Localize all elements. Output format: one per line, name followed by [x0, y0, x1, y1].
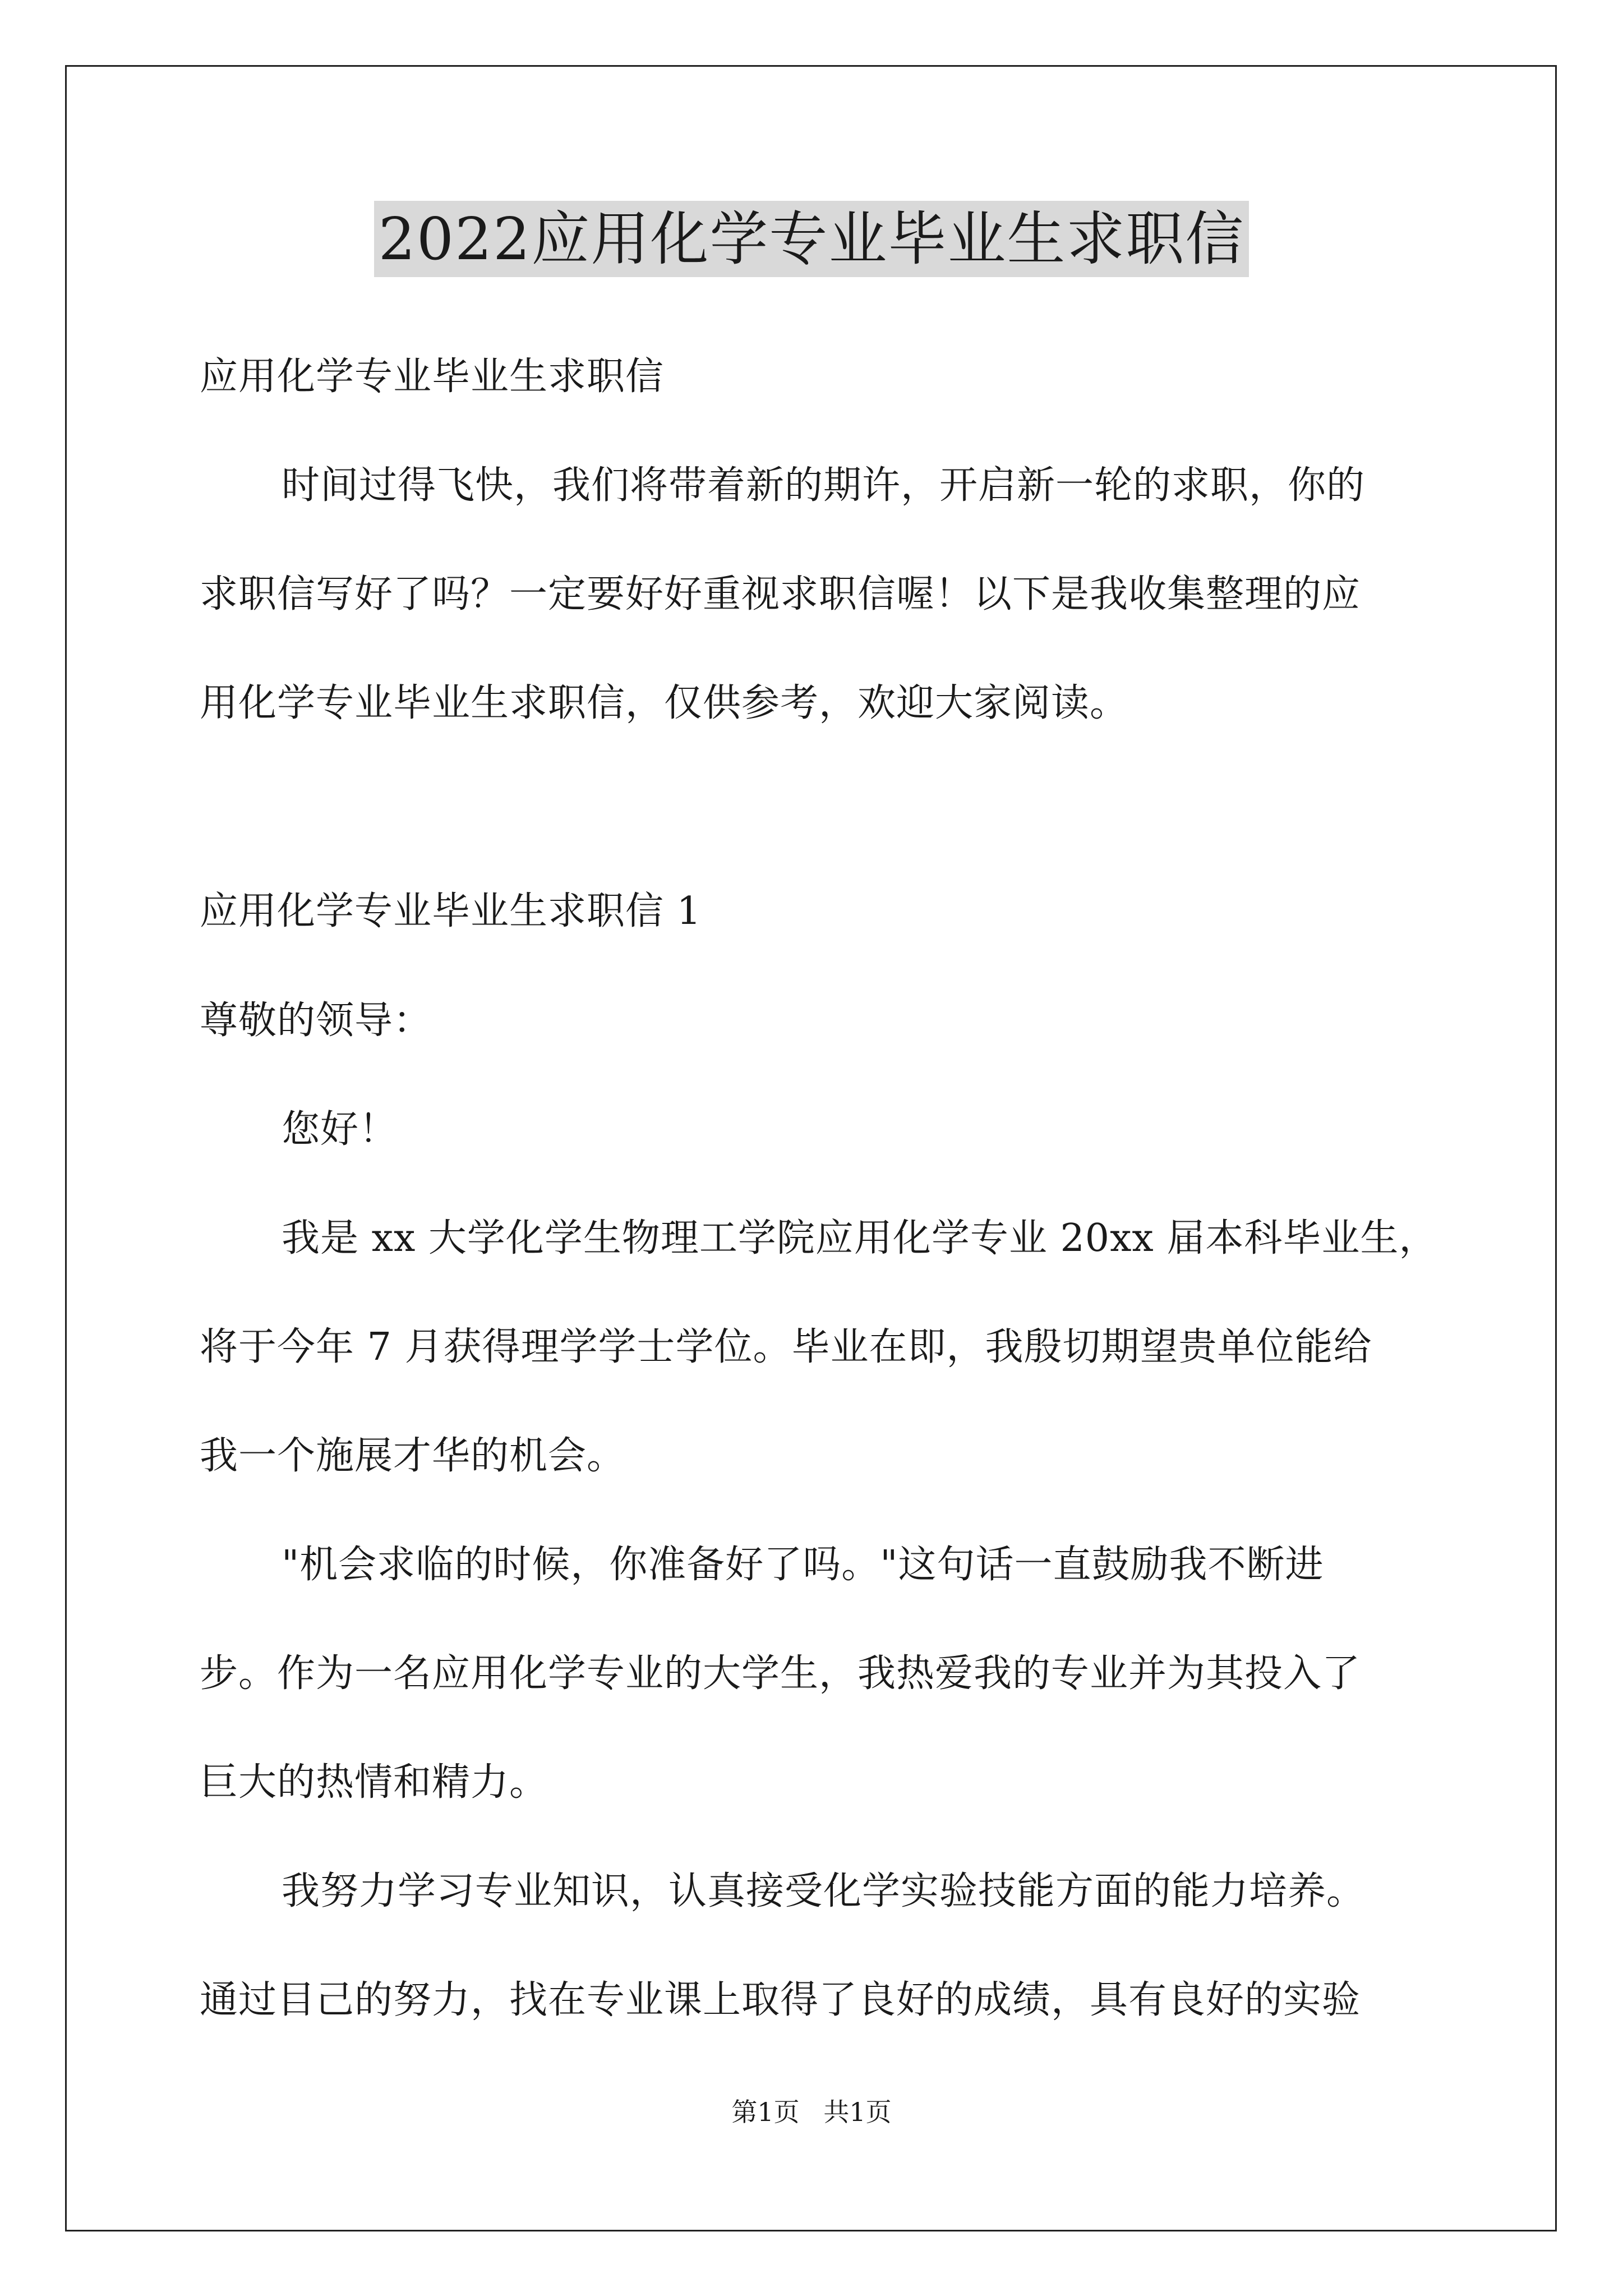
paragraph-line: 我一个施展才华的机会。: [200, 1434, 626, 1478]
paragraph-line: "机会求临的时候，你准备好了吗。"这句话一直鼓励我不断进: [282, 1543, 1324, 1587]
paragraph-line: 用化学专业毕业生求职信，仅供参考，欢迎大家阅读。: [200, 681, 1129, 725]
greeting: 您好！: [282, 1107, 398, 1152]
paragraph-line: 我是 xx 大学化学生物理工学院应用化学专业 20xx 届本科毕业生，: [282, 1216, 1438, 1260]
section-heading: 应用化学专业毕业生求职信 1: [200, 889, 702, 933]
paragraph-line: 将于今年 7 月获得理学学士学位。毕业在即，我殷切期望贵单位能给: [200, 1325, 1372, 1369]
document-title: 2022应用化学专业毕业生求职信: [374, 201, 1249, 277]
paragraph-line: 步。作为一名应用化学专业的大学生，我热爱我的专业并为其投入了: [200, 1651, 1361, 1696]
page-footer: [0, 2095, 1623, 2129]
title-container: [0, 201, 1623, 277]
paragraph-line: 巨大的热情和精力。: [200, 1760, 548, 1805]
paragraph-line: 求职信写好了吗？一定要好好重视求职信喔！以下是我收集整理的应: [200, 572, 1361, 616]
page-total: 共1页: [823, 2097, 892, 2127]
paragraph-line: 通过目己的努力，找在专业课上取得了良好的成绩，具有良好的实验: [200, 1978, 1361, 2022]
paragraph-line: 我努力学习专业知识，认真接受化学实验技能方面的能力培养。: [282, 1869, 1366, 1913]
page-number: 第1页: [731, 2097, 800, 2127]
salutation: 尊敬的领导：: [200, 999, 432, 1043]
paragraph-line: 时间过得飞快，我们将带着新的期许，开启新一轮的求职，你的: [282, 463, 1366, 508]
subtitle-line: 应用化学专业毕业生求职信: [200, 355, 665, 399]
